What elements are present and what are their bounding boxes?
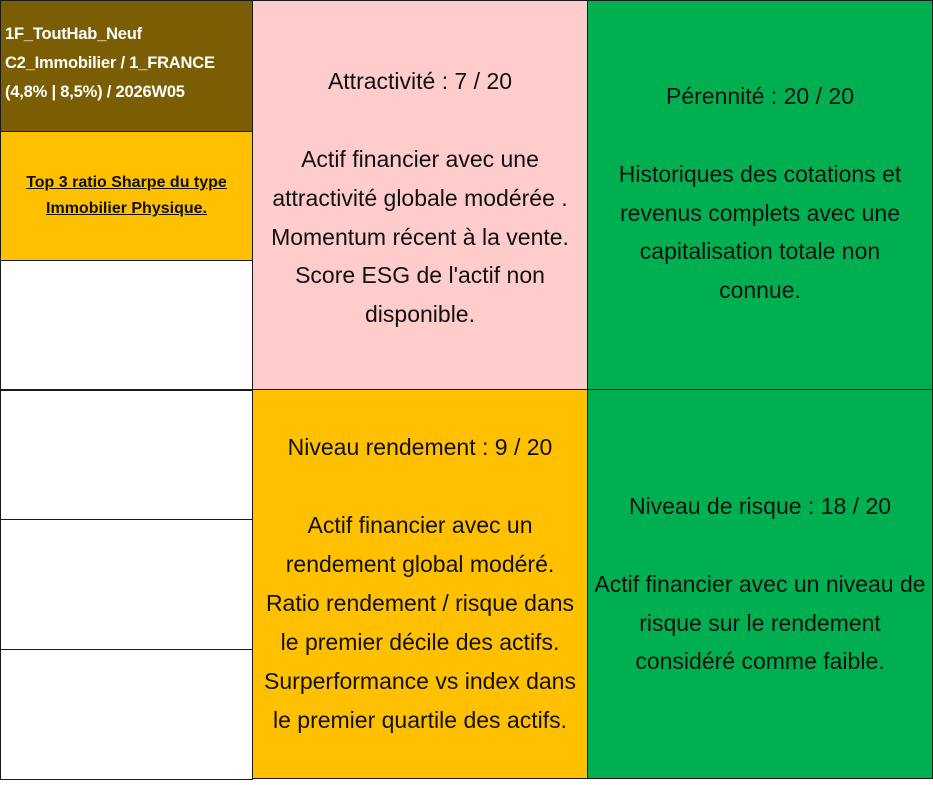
rendement-title: Niveau rendement : 9 / 20 [287,434,553,461]
attractivite-line: Momentum récent à la vente. [271,223,569,250]
risque-title: Niveau de risque : 18 / 20 [628,492,892,519]
rendement-line: Surperformance vs index dans [264,667,576,694]
rendement-line: Ratio rendement / risque dans [265,590,575,617]
top3-line-1: Top 3 ratio Sharpe du type [26,174,227,191]
top3-sharpe-link[interactable] [0,131,253,261]
fund-stats: (4,8% | 8,5%) / 2026W05 [5,83,185,101]
empty-cell [0,649,253,780]
attractivite-line: Score ESG de l'actif non [295,262,545,289]
perennite-line: revenus complets avec une [620,199,900,226]
top3-line-2: Immobilier Physique. [46,200,207,217]
attractivite-line: disponible. [365,301,475,328]
perennite-card [587,0,933,390]
rendement-card [252,389,588,779]
perennite-title: Pérennité : 20 / 20 [666,82,854,109]
empty-cell [0,260,253,390]
rendement-line: rendement global modéré. [285,551,555,578]
rendement-line: le premier quartile des actifs. [272,706,567,733]
rendement-line: le premier décile des actifs. [280,628,560,655]
perennite-line: capitalisation totale non [639,238,881,265]
empty-cell [0,519,253,650]
perennite-line: Historiques des cotations et [618,160,902,187]
risque-card [587,389,933,779]
perennite-line: connue. [719,277,801,304]
rendement-line: Actif financier avec un [307,512,533,539]
risque-line: risque sur le rendement [639,609,881,636]
fund-header [0,0,253,132]
fund-name: 1F_ToutHab_Neuf [5,25,142,43]
attractivite-title: Attractivité : 7 / 20 [327,67,513,94]
risque-line: considéré comme faible. [635,648,885,675]
attractivite-line: Actif financier avec une [301,145,539,172]
fund-category: C2_Immobilier / 1_FRANCE [5,54,215,72]
empty-cell [0,390,253,520]
attractivite-card [252,0,588,390]
attractivite-line: attractivité globale modérée . [272,184,568,211]
risque-line: Actif financier avec un niveau de [594,570,926,597]
